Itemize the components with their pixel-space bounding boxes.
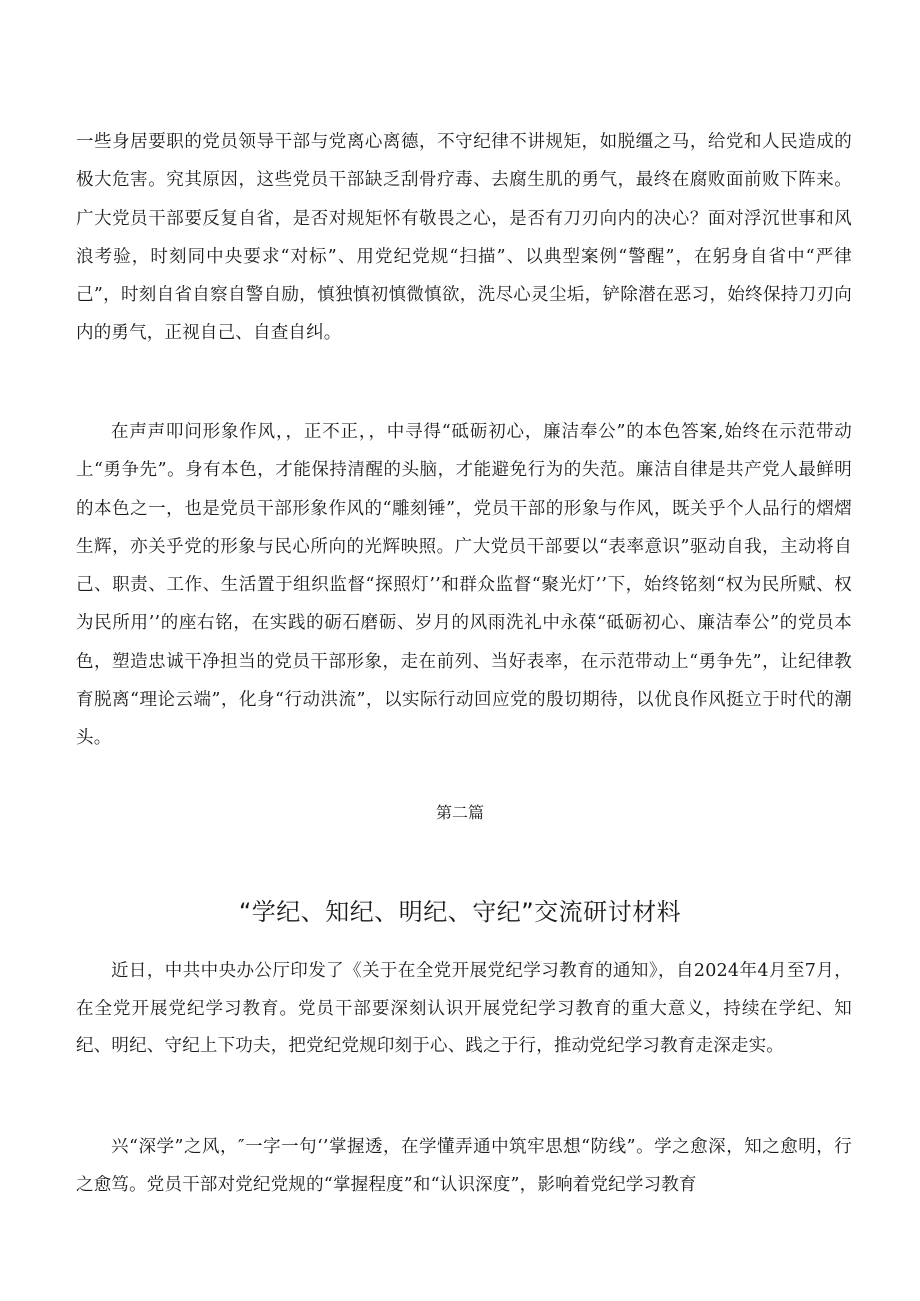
body-paragraph: 兴“深学”之风，″一字一句‘’掌握透，在学懂弄通中筑牢思想“防线”。学之愈深，知之愈明，行之愈笃。党员干部对党纪党规的“掌握程度”和“认识深度”，影响着党纪学习教育 <box>76 1137 852 1195</box>
body-paragraph: 近日，中共中央办公厅印发了《关于在全党开展党纪学习教育的通知》，自2024年4月至7月，在全党开展党纪学习教育。党员干部要深刻认识开展党纪学习教育的重大意义，持续在学纪、知纪、明纪、守纪上下功夫，把党纪党规印刻于心、践之于行，推动党纪学习教育走深走实。 <box>76 961 852 1056</box>
section-label: 第二篇 <box>435 803 484 822</box>
document-title: “学纪、知纪、明纪、守纪”交流研讨材料 <box>238 898 682 926</box>
body-paragraph: 在声声叩问形象作风，，正不正，，中寻得“砥砺初心，廉洁奉公”的本色答案,始终在示范带动上“勇争先”。身有本色，才能保持清醒的头脑，才能避免行为的失范。廉洁自律是共产党人最鲜明的本色之一，也是党员干部形象作风的“雕刻锤”，党员干部的形象与作风，既关乎个人品行的熠熠生辉，亦关乎党的形象与民心所向的光辉映照。广大党员干部要以“表率意识”驱动自我，主动将自己、职责、工作、生活置于组织监督“探照灯’’和群众监督“聚光灯’’下，始终铭刻“权为民所赋、权为民所用’’的座右铭，在实践的砺石磨砺、岁月的风雨洗礼中永葆“砥砺初心、廉洁奉公”的党员本色，塑造忠诚干净担当的党员干部形象，走在前列、当好表率，在示范带动上“勇争先”，让纪律教育脱离“理论云端”，化身“行动洪流”，以实际行动回应党的殷切期待，以优良作风挺立于时代的潮头。 <box>76 422 852 749</box>
body-paragraph: 一些身居要职的党员领导干部与党离心离德，不守纪律不讲规矩，如脱缰之马，给党和人民造成的极大危害。究其原因，这些党员干部缺乏刮骨疗毒、去腐生肌的勇气，最终在腐败面前败下阵来。广大党员干部要反复自省，是否对规矩怀有敬畏之心，是否有刀刃向内的决心？面对浮沉世事和风浪考验，时刻同中央要求“对标”、用党纪党规“扫描”、以典型案例“警醒”，在躬身自省中“严律己”，时刻自省自察自警自励，慎独慎初慎微慎欲，洗尽心灵尘垢，铲除潜在恶习，始终保持刀刃向内的勇气，正视自己、自查自纠。 <box>76 132 852 344</box>
